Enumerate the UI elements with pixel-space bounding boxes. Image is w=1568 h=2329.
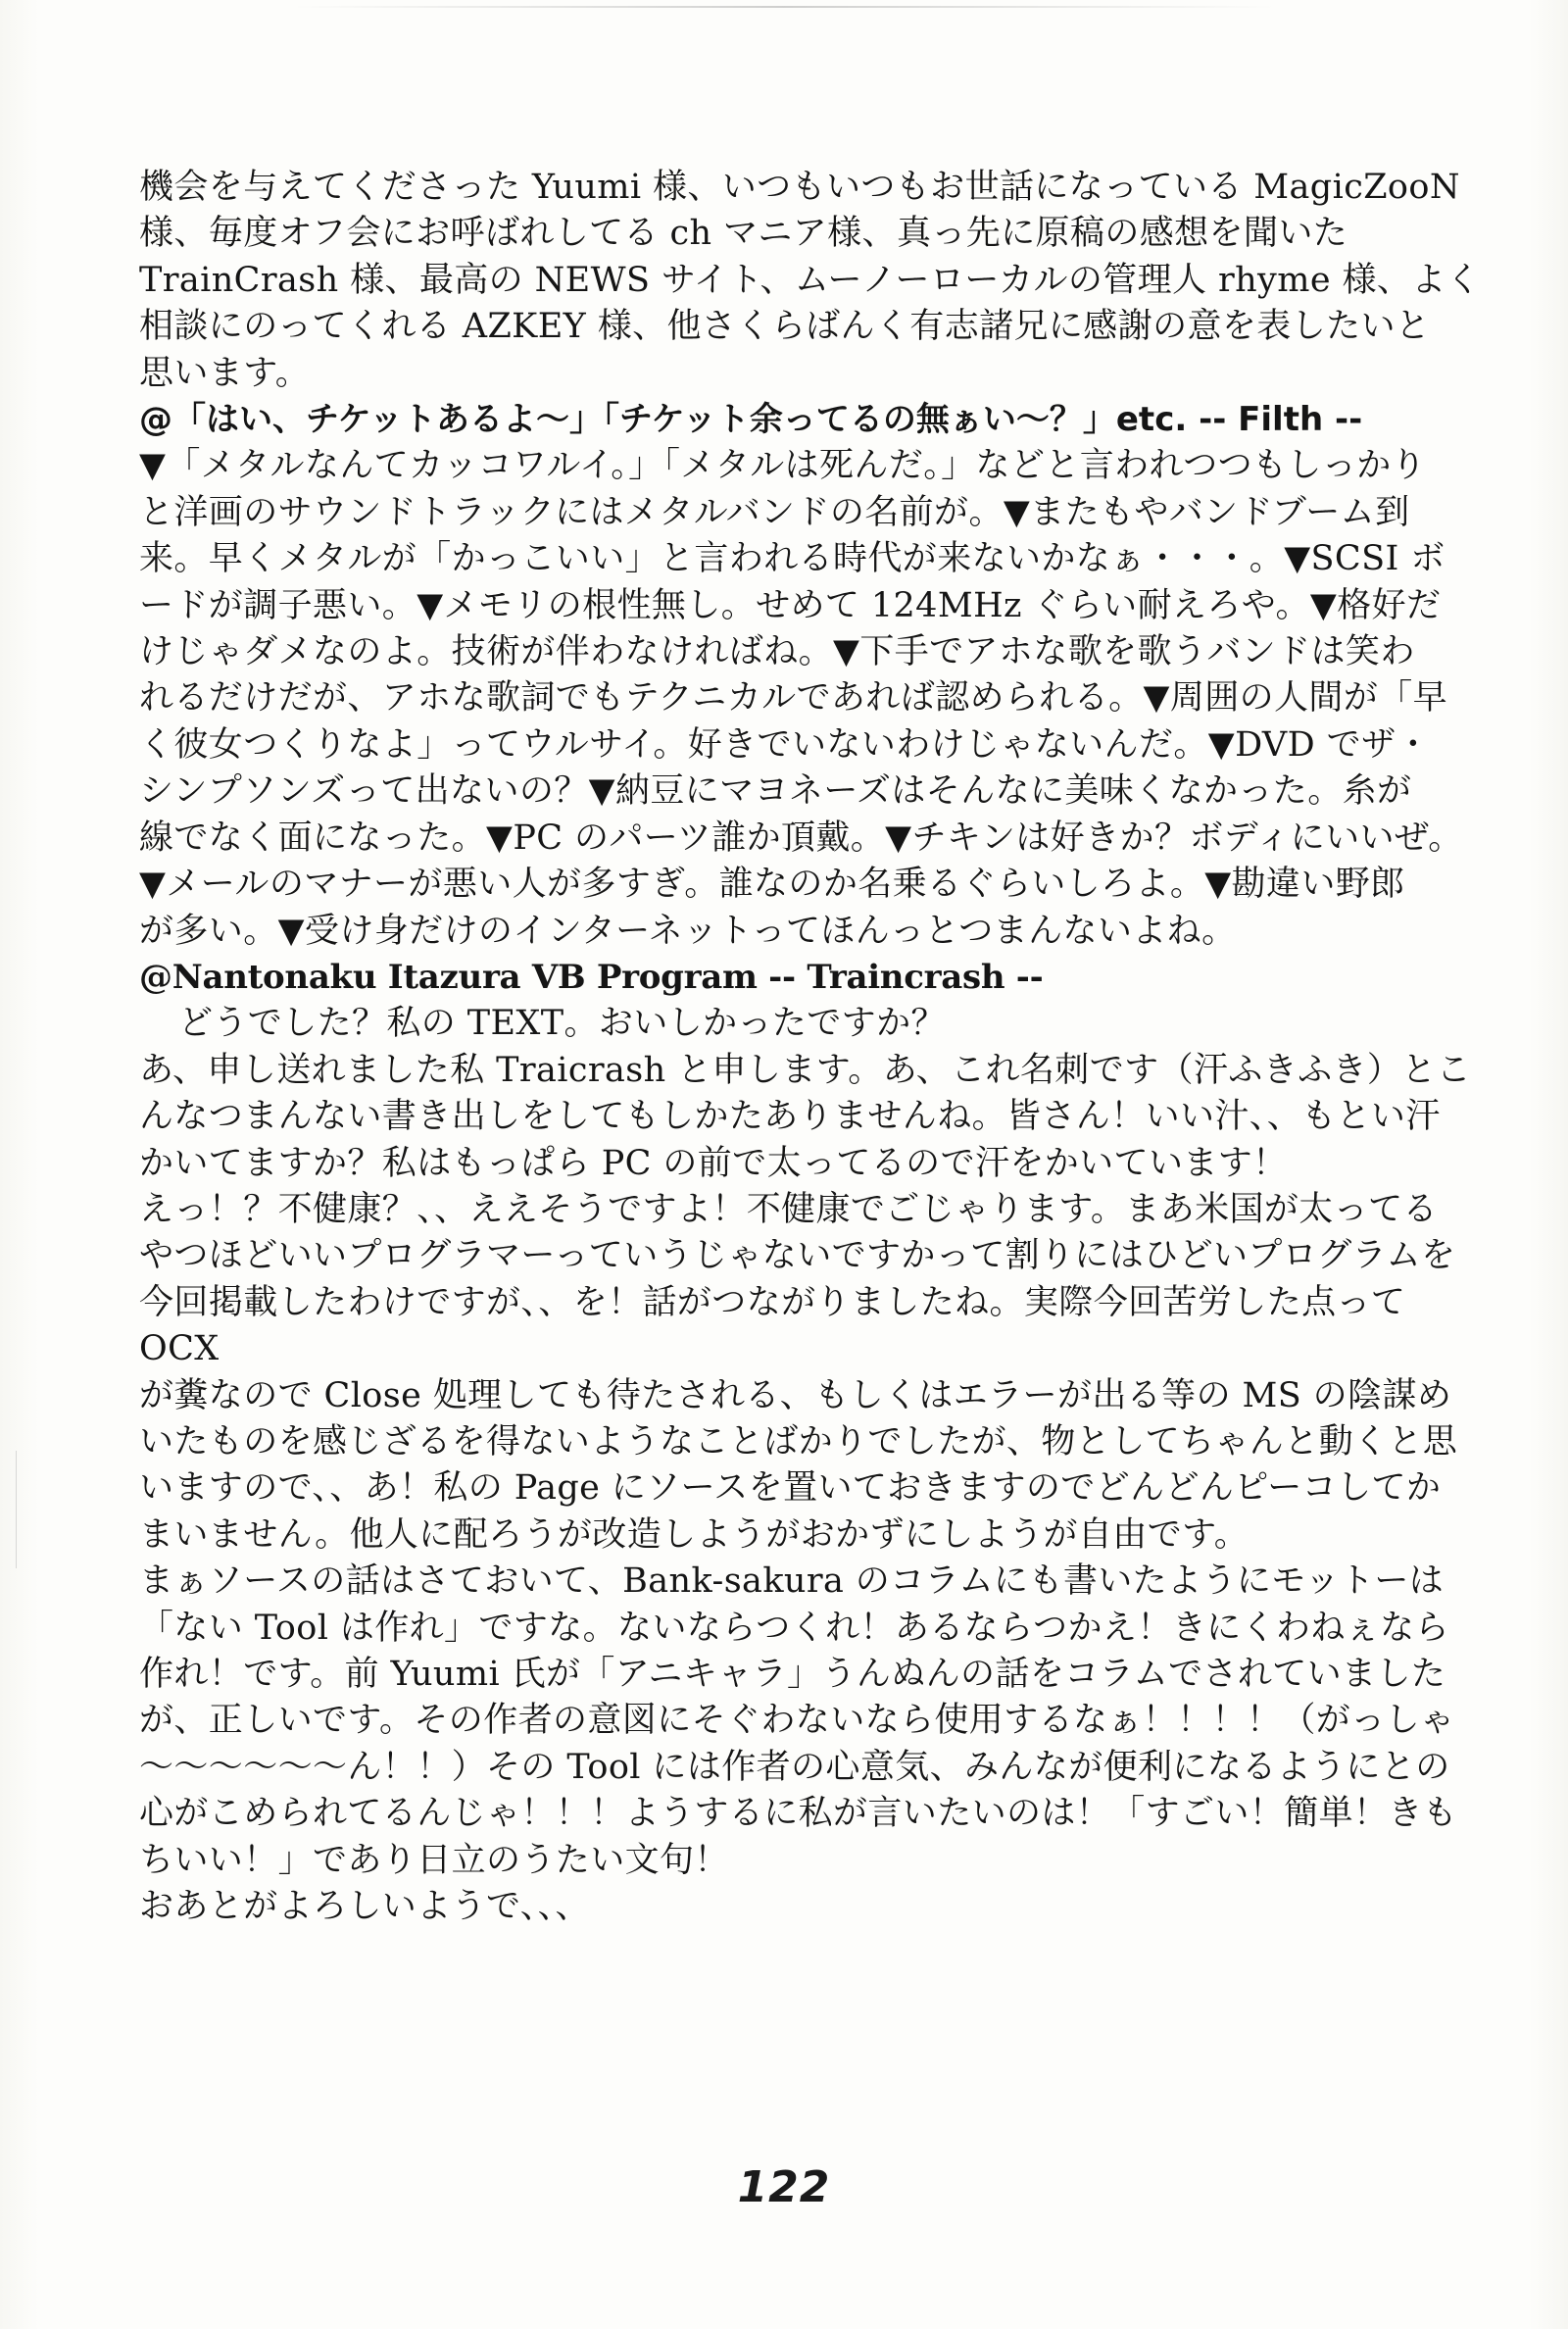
acknowledgement-paragraph: 機会を与えてくださった Yuumi 様、いつもいつもお世話になっている MagicZooN 様、毎度オフ会にお呼ばれしてる ch マニア様、真っ先に原稿の感想を聞いた TrainCrash 様、最高の NEWS サイト、ムーノーローカルの管理人 rhyme 様、よく 相談にのってくれる AZKEY 様、他さくらばんく有志諸兄に感謝の意を表したいと 思います。 bbox=[139, 168, 1482, 393]
traincrash-opening-line: どうでした？私の TEXT。おいしかったですか？ bbox=[178, 1004, 946, 1044]
scan-bleed-line bbox=[294, 6, 1274, 8]
filth-section-heading: @「はい、チケットあるよ～」「チケット余ってるの無ぁい～？」etc. -- Filth -- bbox=[139, 400, 1363, 440]
page-number: 122 bbox=[737, 2162, 831, 2212]
scan-margin-mark bbox=[16, 1451, 17, 1568]
filth-section-body: ▼「メタルなんてカッコワルイ。」「メタルは死んだ。」などと言われつつもしっかり と洋画のサウンドトラックにはメタルバンドの名前が。▼またもやバンドブーム到 来。早くメタルが「かっこいい」と言われる時代が来ないかなぁ・・・。▼SCSI ボ ードが調子悪い。▼メモリの根性無し。せめて 124MHz ぐらい耐えろや。▼格好だ けじゃダメなのよ。技術が伴わなければね。▼下手でアホな歌を歌うバンドは笑わ れるだけだが、アホな歌詞でもテクニカルであれば認められる。▼周囲の人間が「早 く彼女つくりなよ」ってウルサイ。好きでいないわけじゃないんだ。▼DVD でザ・ シンプソンズって出ないの？▼納豆にマヨネーズはそんなに美味くなかった。糸が 線でなく面になった。▼PC のパーツ誰か頂戴。▼チキンは好きか？ボディにいいぜ。 ▼メールのマナーが悪い人が多すぎ。誰なのか名乗るぐらいしろよ。▼勘違い野郎 が多い。▼受け身だけのインターネットってほんっとつまんないよね。 bbox=[139, 446, 1463, 951]
traincrash-paragraph-1: あ、申し送れました私 Traicrash と申します。あ、これ名刺です（汗ふきふき）とこ んなつまんない書き出しをしてもしかたありませんね。皆さん！いい汁、、もとい汗 かいてますか？私はもっぱら PC の前で太ってるので汗をかいています！ bbox=[139, 1050, 1472, 1183]
traincrash-section-heading: @Nantonaku Itazura VB Program -- Traincrash -- bbox=[139, 957, 1044, 997]
traincrash-closing-line: おあとがよろしいようで、、、 bbox=[139, 1887, 590, 1927]
traincrash-paragraph-2: えっ！？不健康？、、ええそうですよ！不健康でごじゃります。まあ米国が太ってる やつほどいいプログラマーっていうじゃないですかって割りにはひどいプログラムを 今回掲載したわけですが、、を！話がつながりましたね。実際今回苦労した点って OCX が糞なので Close 処理しても待たされる、もしくはエラーが出る等の MS の陰謀め いたものを感じざるを得ないようなことばかりでしたが、物としてちゃんと動くと思 いますので、、あ！私の Page にソースを置いておきますのでどんどんピーコしてか まいません。他人に配ろうが改造しようがおかずにしようが自由です。 bbox=[139, 1189, 1458, 1555]
traincrash-paragraph-3: まぁソースの話はさておいて、Bank-sakura のコラムにも書いたようにモットーは 「ない Tool は作れ」ですな。ないならつくれ！あるならつかえ！きにくわねぇなら 作れ！です。前 Yuumi 氏が「アニキャラ」うんぬんの話をコラムでされていました が、正しいです。その作者の意図にそぐわないなら使用するなぁ！！！！（がっしゃ ～～～～～～ん！！）その Tool には作者の心意気、みんなが便利になるようにとの 心がこめられてるんじゃ！！！ようするに私が言いたいのは！「すごい！簡単！きも ちいい！」であり日立のうたい文句！ bbox=[139, 1561, 1458, 1880]
page-body bbox=[139, 165, 1492, 1930]
